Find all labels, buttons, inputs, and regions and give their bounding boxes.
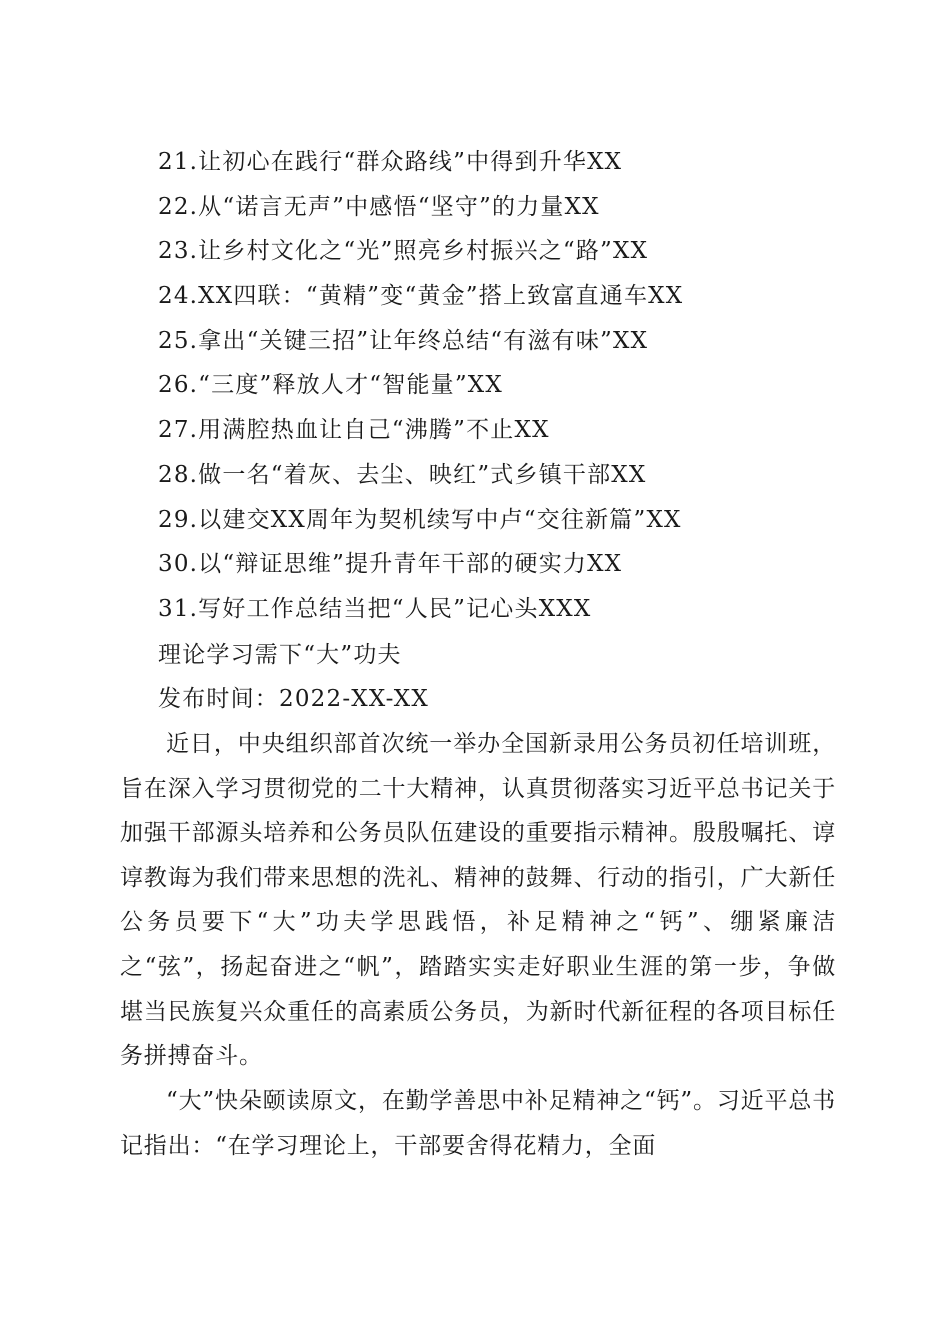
body-paragraph: 近日，中央组织部首次统一举办全国新录用公务员初任培训班，旨在深入学习贯彻党的二十大精神，认真贯彻落实习近平总书记关于加强干部源头培养和公务员队伍建设的重要指示精神。殷殷嘱托、谆谆教诲为我们带来思想的洗礼、精神的鼓舞、行动的指引，广大新任公务员要下“大”功夫学思践悟，补足精神之“钙”、绷紧廉洁之“弦”，扬起奋进之“帆”，踏踏实实走好职业生涯的第一步，争做堪当民族复兴众重任的高素质公务员，为新时代新征程的各项目标任务拼搏奋斗。 <box>120 731 836 1070</box>
list-item: 25.拿出“关键三招”让年终总结“有滋有味”XX <box>158 327 649 354</box>
list-item: 30.以“辩证思维”提升青年干部的硬实力XX <box>158 551 623 578</box>
list-item: 31.写好工作总结当把“人民”记心头XXX <box>158 595 592 622</box>
list-item: 22.从“诺言无声”中感悟“坚守”的力量XX <box>158 193 600 220</box>
list-item: 26.“三度”释放人才“智能量”XX <box>158 372 503 399</box>
publish-date: 发布时间：2022-XX-XX <box>158 686 429 712</box>
article-list <box>158 140 858 632</box>
body-paragraph: “大”快朵颐读原文，在勤学善思中补足精神之“钙”。习近平总书记指出：“在学习理论上，干部要舍得花精力，全面 <box>120 1088 836 1159</box>
list-item: 29.以建交XX周年为契机续写中卢“交往新篇”XX <box>158 506 682 533</box>
list-item: 21.让初心在践行“群众路线”中得到升华XX <box>158 149 623 175</box>
list-item: 23.让乡村文化之“光”照亮乡村振兴之“路”XX <box>158 238 649 265</box>
list-item: 24.XX四联：“黄精”变“黄金”搭上致富直通车XX <box>158 283 684 310</box>
list-item: 28.做一名“着灰、去尘、映红”式乡镇干部XX <box>158 461 647 488</box>
article-title: 理论学习需下“大”功夫 <box>158 642 402 668</box>
list-item: 27.用满腔热血让自己“沸腾”不止XX <box>158 417 550 444</box>
